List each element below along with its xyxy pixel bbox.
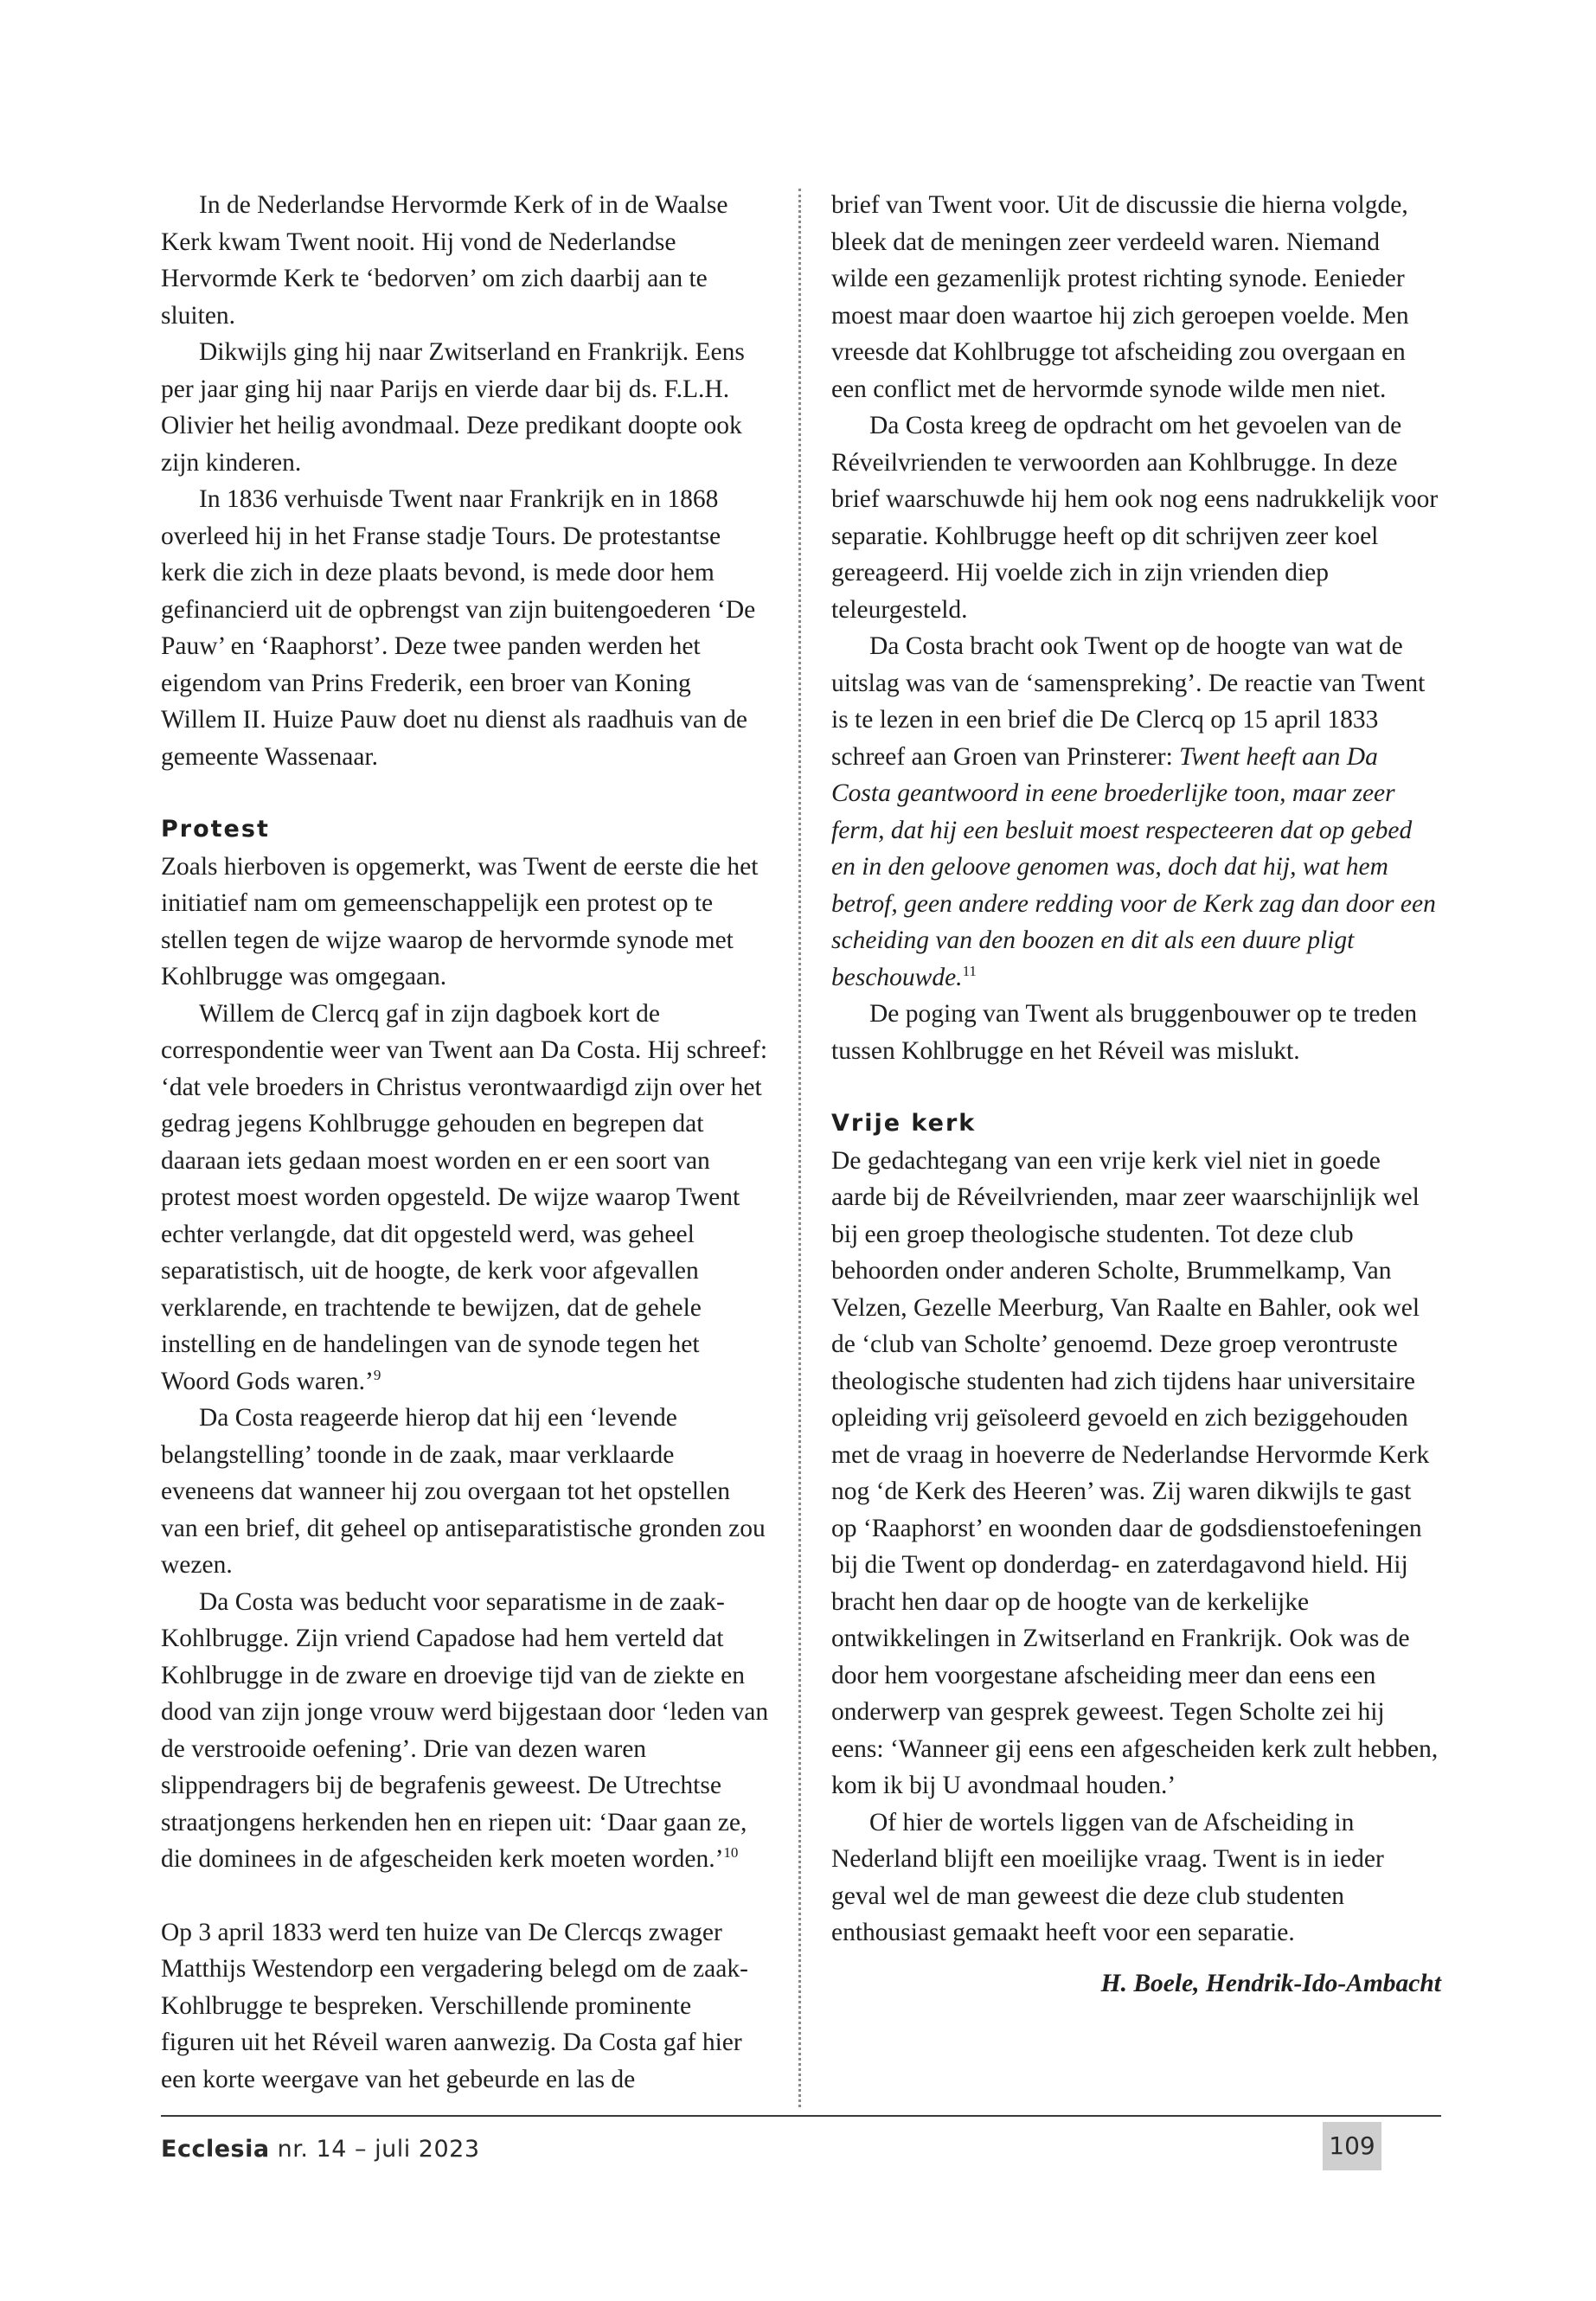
right-column [831, 187, 1441, 2002]
footer-issue: nr. 14 – juli 2023 [269, 2136, 480, 2163]
paragraph-text: Da Costa was beducht voor separatisme in de zaak-Kohlbrugge. Zijn vriend Capadose had hem verteld dat Kohlbrugge in de zware en droevige tijd van de ziekte en dood van zijn jonge vrouw werd bijgestaan door ‘leden van de verstrooide oefening’. Drie van dezen waren slippendragers bij de begrafenis geweest. De Utrechtse straatjongens herkenden hen en riepen uit: ‘Daar gaan ze, die dominees in de afgescheiden kerk moeten worden.’ [161, 1587, 769, 1873]
paragraph-text: Willem de Clercq gaf in zijn dagboek kort de correspondentie weer van Twent aan Da Costa. Hij schreef: ‘dat vele broeders in Christus verontwaardigd zijn over het gedrag jegens Kohlbrugge gehouden en begrepen dat daaraan iets gedaan moest worden en er een soort van protest moest worden opgesteld. De wijze waarop Twent echter verlangde, dat dit opgesteld werd, was geheel separatistisch, uit de hoogte, de kerk voor afgevallen verklarende, en trachtende te bewijzen, dat de gehele instelling en de handelingen van de synode tegen het Woord Gods waren.’ [161, 999, 768, 1395]
paragraph-with-footnote [161, 1584, 771, 1878]
section-heading-protest: Protest [161, 816, 270, 843]
paragraph-with-footnote [161, 996, 771, 1400]
footer-publication [161, 2134, 480, 2165]
paragraph: Op 3 april 1833 werd ten huize van De Clercqs zwager Matthijs Westendorp een vergadering belegd om de zaak-Kohlbrugge te bespreken. Verschillende prominente figuren uit het Réveil waren aanwezig. Da Costa gaf hier een korte weergave van het gebeurde en las de [161, 1918, 748, 2093]
paragraph-with-quote [831, 628, 1441, 996]
page-number: 109 [1323, 2122, 1381, 2170]
paragraph: De gedachtegang van een vrije kerk viel niet in goede aarde bij de Réveilvrienden, maar zeer waarschijnlijk wel bij een groep theologische studenten. Tot deze club behoorden onder anderen Scholte, Brummelkamp, Van Velzen, Gezelle Meerburg, Van Raalte en Bahler, ook wel de ‘club van Scholte’ genoemd. Deze groep verontruste theologische studenten had zich tijdens haar universitaire opleiding vrij geïsoleerd gevoeld en zich beziggehouden met de vraag in hoeverre de Nederlandse Hervormde Kerk nog ‘de Kerk des Heeren’ was. Zij waren dikwijls te gast op ‘Raaphorst’ en woonden daar de godsdienstoefeningen bij die Twent op donderdag- en zaterdagavond hield. Hij bracht hen daar op de hoogte van de kerkelijke ontwikkelingen in Zwitserland en Frankrijk. Ook was de door hem voorgestane afscheiding meer dan eens een onderwerp van gesprek geweest. Tegen Scholte zei hij eens: ‘Wanneer gij eens een afgescheiden kerk zult hebben, kom ik bij U avondmaal houden.’ [831, 1146, 1439, 1799]
footnote-marker: 11 [962, 962, 977, 979]
section-heading-vrije-kerk: Vrije kerk [831, 1110, 977, 1137]
column-divider [798, 189, 801, 2107]
author-signature: H. Boele, Hendrik-Ido-Ambacht [1100, 1969, 1441, 1997]
italic-quote: Twent heeft aan Da Costa geantwoord in eene broederlijke toon, maar zeer ferm, dat hij een besluit moest respecteeren dat op gebed en in den geloove genomen was, doch dat hij, wat hem betrof, geen andere redding voor de Kerk zag dan door een scheiding van den boozen en dit als een duure pligt beschouwde. [831, 742, 1436, 991]
paragraph: Of hier de wortels liggen van de Afscheiding in Nederland blijft een moeilijke vraag. Twent is in ieder geval wel de man geweest die deze club studenten enthousiast gemaakt heeft voor een separatie. [831, 1808, 1384, 1946]
paragraph: In 1836 verhuisde Twent naar Frankrijk en in 1868 overleed hij in het Franse stadje Tours. De protestantse kerk die zich in deze plaats bevond, is mede door hem gefinancierd uit de opbrengst van zijn buitengoederen ‘De Pauw’ en ‘Raaphorst’. Deze twee panden werden het eigendom van Prins Frederik, een broer van Koning Willem II. Huize Pauw doet nu dienst als raadhuis van de gemeente Wassenaar. [161, 485, 756, 771]
paragraph: De poging van Twent als bruggenbouwer op te treden tussen Kohlbrugge en het Réveil was mislukt. [831, 1000, 1418, 1065]
paragraph: In de Nederlandse Hervormde Kerk of in de Waalse Kerk kwam Twent nooit. Hij vond de Nederlandse Hervormde Kerk te ‘bedorven’ om zich daarbij aan te sluiten. [161, 191, 728, 330]
paragraph: Dikwijls ging hij naar Zwitserland en Frankrijk. Eens per jaar ging hij naar Parijs en vierde daar bij ds. F.L.H. Olivier het heilig avondmaal. Deze predikant doopte ook zijn kinderen. [161, 338, 745, 477]
paragraph: Da Costa kreeg de opdracht om het gevoelen van de Réveilvrienden te verwoorden aan Kohlbrugge. In deze brief waarschuwde hij hem ook nog eens nadrukkelijk voor separatie. Kohlbrugge heeft op dit schrijven zeer koel gereageerd. Hij voelde zich in zijn vrienden diep teleurgesteld. [831, 412, 1439, 624]
footnote-marker: 10 [723, 1844, 739, 1862]
paragraph: brief van Twent voor. Uit de discussie die hierna volgde, bleek dat de meningen zeer verdeeld waren. Niemand wilde een gezamenlijk protest richting synode. Eenieder moest maar doen waartoe hij zich geroepen voelde. Men vreesde dat Kohlbrugge tot afscheiding zou overgaan en een conflict met de hervormde synode wilde men niet. [831, 191, 1409, 403]
footer-rule [161, 2115, 1441, 2117]
left-column [161, 187, 771, 2098]
paragraph-text: Da Costa bracht ook Twent op de hoogte van wat de uitslag was van de ‘samenspreking’. De reactie van Twent is te lezen in een brief die De Clercq op 15 april 1833 schreef aan Groen van Prinsterer: [831, 632, 1426, 771]
footnote-marker: 9 [373, 1366, 381, 1383]
footer-brand: Ecclesia [161, 2136, 270, 2163]
paragraph: Da Costa reageerde hierop dat hij een ‘levende belangstelling’ toonde in de zaak, maar verklaarde eveneens dat wanneer hij zou overgaan tot het opstellen van een brief, dit geheel op antiseparatistische gronden zou wezen. [161, 1404, 766, 1579]
paragraph: Zoals hierboven is opgemerkt, was Twent de eerste die het initiatief nam om gemeenschappelijk een protest op te stellen tegen de wijze waarop de hervormde synode met Kohlbrugge was omgegaan. [161, 852, 759, 990]
